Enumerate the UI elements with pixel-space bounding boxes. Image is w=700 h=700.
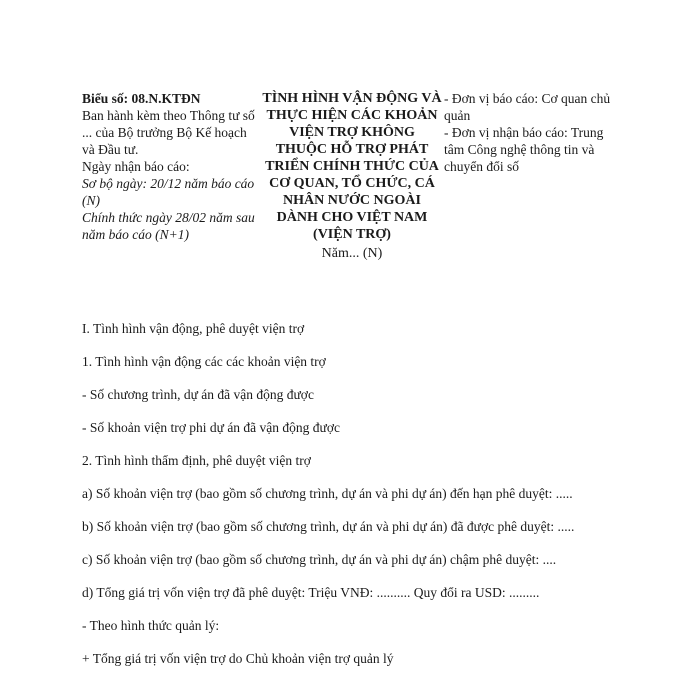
body-line: - Số khoản viện trợ phi dự án đã vận động được [82,420,340,435]
body-line: a) Số khoản viện trợ (bao gồm số chương trình, dự án và phi dự án) đến hạn phê duyệt: ..... [82,486,573,501]
official-date: Chính thức ngày 28/02 năm sau năm báo cáo (N+1) [82,210,255,242]
body-line: - Theo hình thức quản lý: [82,618,220,633]
received-label: Ngày nhận báo cáo: [82,159,190,174]
body-line: c) Số khoản viện trợ (bao gồm số chương trình, dự án và phi dự án) chậm phê duyệt: .... [82,552,557,567]
body-line: - Số chương trình, dự án đã vận động được [82,387,314,402]
report-year: Năm... (N) [321,246,383,261]
receiving-unit: - Đơn vị nhận báo cáo: Trung tâm Công nghệ thông tin và chuyển đổi số [444,125,604,174]
form-title: TÌNH HÌNH VẬN ĐỘNG VÀ THỰC HIỆN CÁC KHOẢN VIỆN TRỢ KHÔNG THUỘC HỖ TRỢ PHÁT TRIỂN CHÍNH THỨC CỦA CƠ QUAN, TỔ CHỨC, CÁ NHÂN NƯỚC NGOÀI DÀNH CHO VIỆT NAM (VIỆN TRỢ) [262,91,442,242]
subsection-heading: 2. Tình hình thẩm định, phê duyệt viện trợ [82,453,311,468]
issued-note: Ban hành kèm theo Thông tư số ... của Bộ trưởng Bộ Kế hoạch và Đầu tư. [82,108,255,157]
body-line: d) Tổng giá trị vốn viện trợ đã phê duyệt: Triệu VNĐ: .......... Quy đổi ra USD: ......... [82,585,540,600]
body-line: b) Số khoản viện trợ (bao gồm số chương trình, dự án và phi dự án) đã được phê duyệt: ..... [82,519,575,534]
form-header [82,90,642,280]
form-code: Biểu số: 08.N.KTĐN [82,91,201,106]
units-column [444,90,614,175]
body-line: + Tổng giá trị vốn viện trợ do Chủ khoản viện trợ quản lý [82,651,394,666]
subsection-heading: 1. Tình hình vận động các các khoản viện trợ [82,354,326,369]
preliminary-date: Sơ bộ ngày: 20/12 năm báo cáo (N) [82,176,255,208]
reporting-unit: - Đơn vị báo cáo: Cơ quan chủ quản [444,91,611,123]
report-body [82,320,612,683]
form-title-column [262,90,442,262]
form-info-column [82,90,257,243]
section-heading: I. Tình hình vận động, phê duyệt viện trợ [82,321,305,336]
